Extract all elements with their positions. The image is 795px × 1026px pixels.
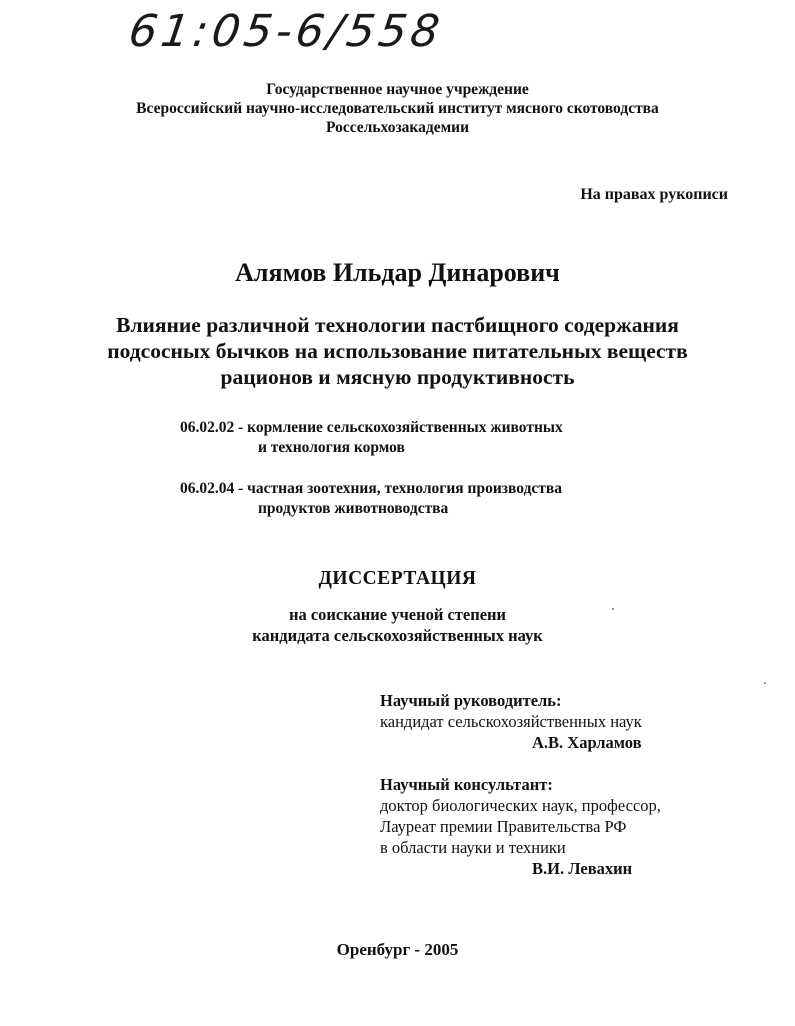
institution-line-3: Россельхозакадемии — [325, 119, 470, 136]
supervisor-name: А.В. Харламов — [532, 733, 642, 752]
consultant-line-1: доктор биологических наук, профессор, — [380, 796, 661, 815]
specialty-2-continuation: продуктов животноводства — [258, 500, 449, 517]
supervisor-block — [380, 690, 642, 753]
degree-statement — [0, 604, 795, 646]
institution-line-1: Государственное научное учреждение — [266, 81, 529, 98]
consultant-heading: Научный консультант: — [380, 775, 553, 794]
specialty-2 — [180, 479, 562, 519]
degree-line-2: кандидата сельскохозяйственных наук — [252, 626, 543, 645]
institution-line-2: Всероссийский научно-исследовательский институт мясного скотоводства — [136, 100, 659, 117]
consultant-line-2: Лауреат премии Правительства РФ — [380, 817, 627, 836]
manuscript-note: На правах рукописи — [580, 186, 728, 203]
title-line-2: подсосных бычков на использование питательных веществ — [107, 339, 688, 363]
document-type: ДИССЕРТАЦИЯ — [318, 568, 477, 589]
degree-line-1: на соискание ученой степени — [288, 605, 507, 624]
dissertation-title — [0, 312, 795, 390]
scan-speck — [612, 608, 614, 610]
consultant-name: В.И. Левахин — [532, 859, 633, 878]
specialty-1-continuation: и технология кормов — [258, 439, 405, 456]
specialty-1-code-line: 06.02.02 - кормление сельскохозяйственных животных — [180, 419, 563, 436]
institution-header — [0, 80, 795, 137]
specialty-1 — [180, 418, 563, 458]
supervisor-title: кандидат сельскохозяйственных наук — [380, 712, 642, 731]
title-line-3: рационов и мясную продуктивность — [220, 365, 575, 389]
city-year: Оренбург - 2005 — [336, 940, 459, 959]
archive-number-handwritten: 61:05-6/558 — [125, 6, 447, 57]
consultant-block — [380, 774, 661, 879]
consultant-line-3: в области науки и техники — [380, 838, 566, 857]
specialty-2-code-line: 06.02.04 - частная зоотехния, технология производства — [180, 480, 563, 497]
supervisor-heading: Научный руководитель: — [380, 691, 562, 710]
title-line-1: Влияние различной технологии пастбищного содержания — [116, 313, 679, 337]
author-name: Алямов Ильдар Динарович — [235, 258, 560, 287]
scan-speck — [764, 682, 766, 684]
